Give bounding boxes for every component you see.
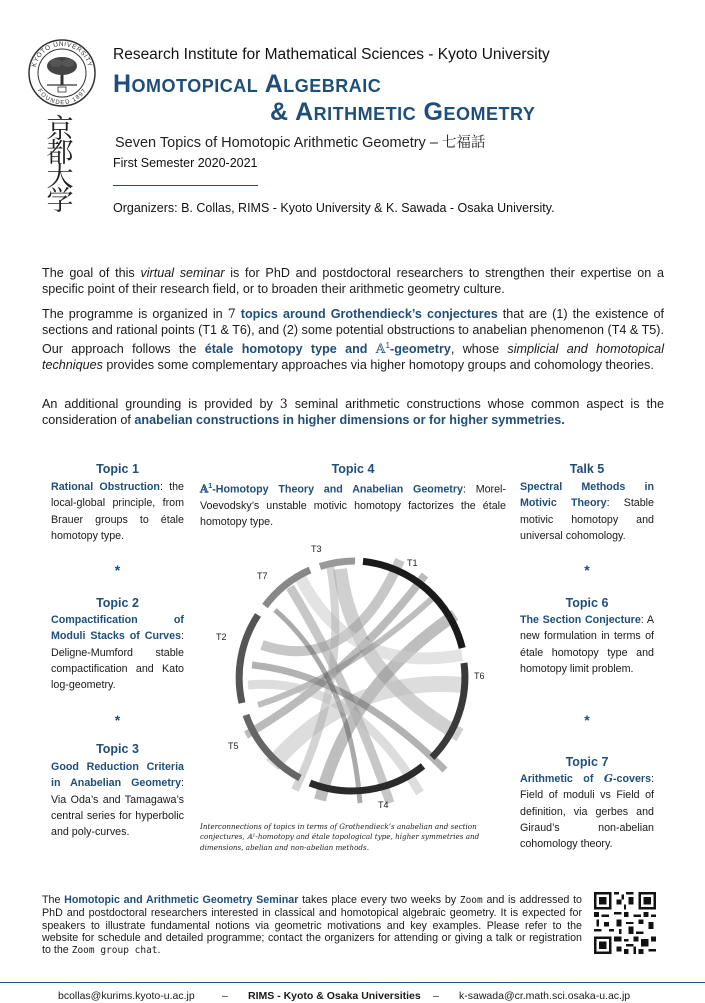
- semester: First Semester 2020-2021: [113, 156, 258, 170]
- footer-dash: –: [222, 990, 228, 1002]
- logo-text-top: KYOTO UNIVERSITY: [30, 40, 94, 68]
- kanji-char: 京: [46, 114, 74, 145]
- topic-1-heading: Topic 1: [96, 462, 139, 476]
- intro-paragraph-2: The programme is organized in 7 topics around Grothendieck’s conjectures that are (1) the existence of sections and rational points (T1 & T6), and (2) some potential obstructions to anabelian phenomenon (T4 & T5). Our approach follows the étale homotopy type and 𝔸$^1$-geometry, whose simplicial and homotopical techniques provides some complementary approaches via higher homotopy groups and cohomology theories.: [42, 306, 664, 373]
- topic-4-body: 𝔸$^1$-Homotopy Theory and Anabelian Geometry: Morel-Voevodsky’s unstable motivic homotopy factorizes the étale homotopy type.: [200, 482, 506, 529]
- separator-star: *: [584, 562, 590, 578]
- intro-paragraph-3: An additional grounding is provided by 3 seminal arithmetic constructions whose common aspect is the consideration of anabelian constructions in higher dimensions or for higher symmetries.: [42, 396, 664, 427]
- footer-institutions: RIMS - Kyoto & Osaka Universities: [248, 990, 421, 1002]
- topic-2-body: Compactification of Moduli Stacks of Curves: Deligne-Mumford stable compactification and Kato log-geometry.: [51, 614, 184, 692]
- topic-3-body: Good Reduction Criteria in Anabelian Geometry: Via Oda’s and Tamagawa’s central series for hyperbolic and poly-curves.: [51, 761, 184, 839]
- kanji-char: 学: [46, 186, 74, 217]
- separator-star: *: [584, 712, 590, 728]
- kyoto-university-logo: [27, 38, 97, 108]
- topic-chord-diagram: [200, 535, 506, 820]
- topic-7-body: Arithmetic of G-covers: Field of moduli vs Field of definition, via gerbes and Giraud’s non-abelian cohomology theory.: [520, 772, 654, 851]
- topic-2-heading: Topic 2: [96, 596, 139, 610]
- talk-5-heading: Talk 5: [569, 462, 605, 476]
- header-rule: [113, 185, 258, 186]
- diagram-label-t2: T2: [216, 632, 227, 642]
- seminar-info: The Homotopic and Arithmetic Geometry Seminar takes place every two weeks by Zoom and is addressed to PhD and postdoctoral researchers interested in classical and homotopical algebraic geometry. It is expected for speakers to illustrate fundamental notions via geometric motivations and key examples. Please refer to the website for schedule and detailed programme; contact the organizers for attending or giving a talk or registration to the Zoom group chat.: [42, 894, 582, 957]
- diagram-label-t3: T3: [311, 544, 322, 554]
- topic-6-heading: Topic 6: [565, 596, 609, 610]
- footer-email-collas[interactable]: bcollas@kurims.kyoto-u.ac.jp: [58, 990, 195, 1002]
- subtitle: Seven Topics of Homotopic Arithmetic Geometry – 七福話: [115, 135, 486, 151]
- kanji-char: 都: [46, 138, 74, 169]
- topic-7-heading: Topic 7: [565, 755, 609, 769]
- topic-1-body: Rational Obstruction: the local-global principle, from Brauer groups to étale homotopy type.: [51, 481, 184, 542]
- topic-4-heading: Topic 4: [331, 462, 375, 476]
- logo-text-bottom: FOUNDED 1897: [36, 88, 89, 107]
- separator-star: *: [114, 562, 121, 578]
- diagram-label-t5: T5: [228, 741, 239, 751]
- title-line-2: & Arithmetic Geometry: [270, 98, 536, 126]
- diagram-label-t4: T4: [378, 800, 389, 810]
- organizers: Organizers: B. Collas, RIMS - Kyoto University & K. Sawada - Osaka University.: [113, 201, 555, 215]
- topic-6-body: The Section Conjecture: A new formulation in terms of étale homotopy type and homotopy limit problem.: [520, 614, 654, 675]
- footer-rule: [0, 982, 705, 983]
- intro-paragraph-1: The goal of this virtual seminar is for PhD and postdoctoral researchers to strengthen their expertise on a specific point of their research field, or to broaden their arithmetic geometry culture.: [42, 266, 664, 296]
- title-line-1: Homotopical Algebraic: [113, 70, 382, 98]
- qr-code[interactable]: [594, 892, 656, 954]
- diagram-label-t6: T6: [474, 671, 485, 681]
- topic-3-heading: Topic 3: [96, 742, 139, 756]
- footer-email-sawada[interactable]: k-sawada@cr.math.sci.osaka-u.ac.jp: [459, 990, 631, 1002]
- kyoto-kanji: [42, 114, 78, 217]
- footer-dash: –: [433, 990, 439, 1002]
- diagram-caption: Interconnections of topics in terms of Grothendieck’s anabelian and section conjectures, 𝔸¹-homotopy and étale topological type, higher symmetries and dimensions, abelian and non-abelian methods.: [200, 822, 480, 852]
- diagram-label-t7: T7: [257, 571, 268, 581]
- diagram-label-t1: T1: [407, 558, 418, 568]
- kanji-char: 大: [46, 162, 74, 193]
- institute-name: Research Institute for Mathematical Sciences - Kyoto University: [113, 46, 550, 63]
- talk-5-body: Spectral Methods in Motivic Theory: Stable motivic homotopy and universal cohomology.: [520, 481, 655, 542]
- separator-star: *: [114, 712, 121, 728]
